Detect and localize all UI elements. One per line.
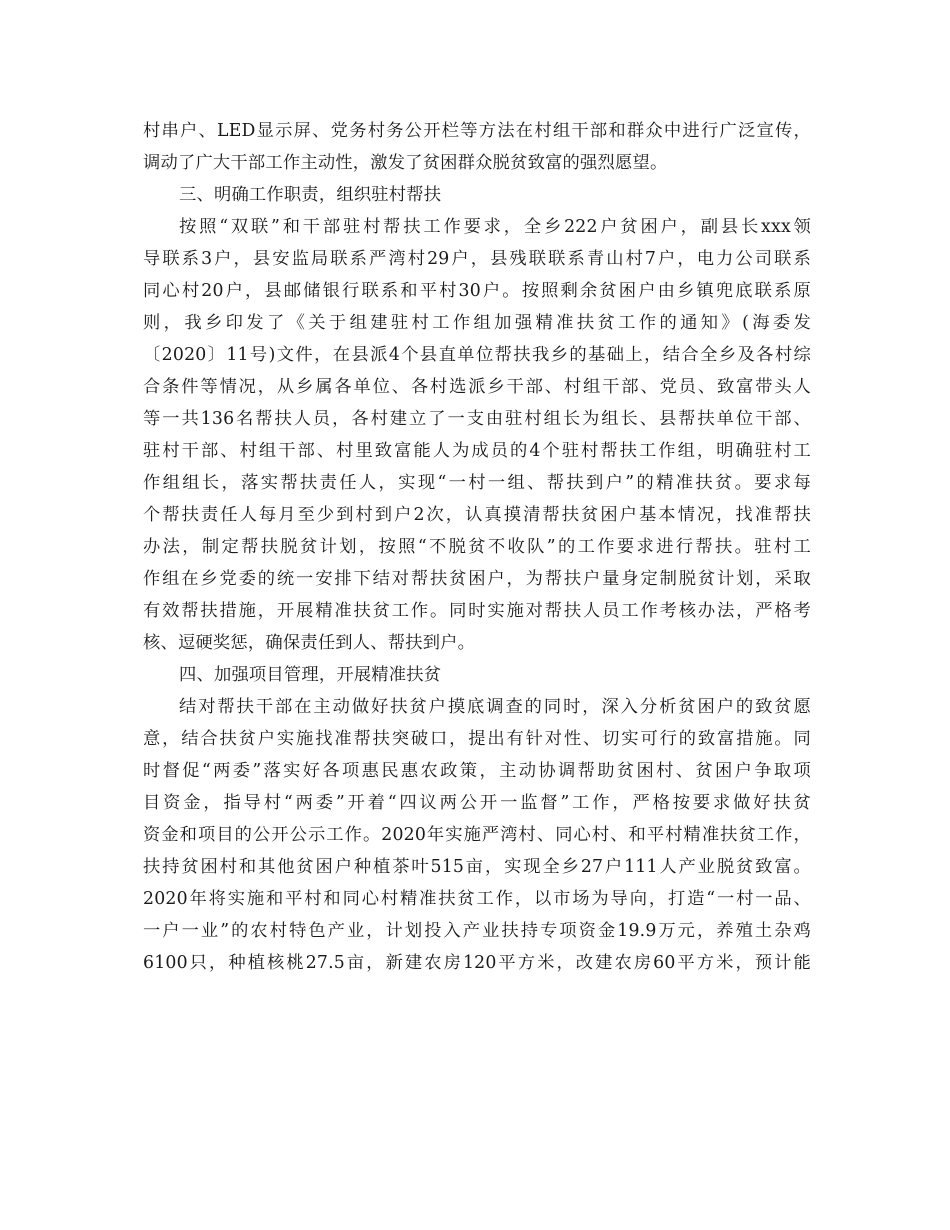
paragraph-line: 办法，制定帮扶脱贫计划，按照“不脱贫不收队”的工作要求进行帮扶。驻村工 (143, 537, 811, 557)
paragraph-line: 核、逗硬奖惩，确保责任到人、帮扶到户。 (143, 633, 476, 653)
paragraph-line: 资金和项目的公开公示工作。2020年实施严湾村、同心村、和平村精准扶贫工作， (143, 825, 811, 845)
paragraph-line: 扶持贫困村和其他贫困户种植茶叶515亩，实现全乡27户111人产业脱贫致富。 (143, 857, 811, 877)
paragraph-line: 导联系3户，县安监局联系严湾村29户，县残联联系青山村7户，电力公司联系 (143, 249, 811, 269)
paragraph-line: 同心村20户，县邮储银行联系和平村30户。按照剩余贫困户由乡镇兜底联系原 (143, 281, 811, 301)
paragraph-line: 则，我乡印发了《关于组建驻村工作组加强精准扶贫工作的通知》(海委发 (143, 313, 811, 333)
paragraph-line: 目资金，指导村“两委”开着“四议两公开一监督”工作，严格按要求做好扶贫 (143, 793, 811, 813)
paragraph-line: 〔2020〕11号)文件，在县派4个县直单位帮扶我乡的基础上，结合全乡及各村综 (143, 345, 811, 365)
paragraph-line: 2020年将实施和平村和同心村精准扶贫工作，以市场为导向，打造“一村一品、 (143, 889, 811, 909)
paragraph-line: 结对帮扶干部在主动做好扶贫户摸底调查的同时，深入分析贫困户的致贫愿 (179, 697, 811, 717)
paragraph-line: 作组组长，落实帮扶责任人，实现“一村一组、帮扶到户”的精准扶贫。要求每 (143, 473, 811, 493)
paragraph-line: 有效帮扶措施，开展精准扶贫工作。同时实施对帮扶人员工作考核办法，严格考 (143, 601, 811, 621)
paragraph-line: 村串户、LED显示屏、党务村务公开栏等方法在村组干部和群众中进行广泛宣传， (143, 121, 811, 141)
paragraph-line: 合条件等情况，从乡属各单位、各村选派乡干部、村组干部、党员、致富带头人 (143, 377, 811, 397)
paragraph-line: 调动了广大干部工作主动性，激发了贫困群众脱贫致富的强烈愿望。 (143, 153, 668, 173)
paragraph-line: 一户一业”的农村特色产业，计划投入产业扶持专项资金19.9万元，养殖土杂鸡 (143, 921, 811, 941)
document-body (143, 115, 811, 979)
paragraph-line: 6100只，种植核桃27.5亩，新建农房120平方米，改建农房60平方米，预计能 (143, 953, 811, 973)
section-heading: 三、明确工作职责，组织驻村帮扶 (179, 185, 442, 205)
paragraph-line: 驻村干部、村组干部、村里致富能人为成员的4个驻村帮扶工作组，明确驻村工 (143, 441, 811, 461)
paragraph-line: 个帮扶责任人每月至少到村到户2次，认真摸清帮扶贫困户基本情况，找准帮扶 (143, 505, 811, 525)
paragraph-line: 时督促“两委”落实好各项惠民惠农政策，主动协调帮助贫困村、贫困户争取项 (143, 761, 811, 781)
paragraph-line: 等一共136名帮扶人员，各村建立了一支由驻村组长为组长、县帮扶单位干部、 (143, 409, 811, 429)
paragraph-line: 作组在乡党委的统一安排下结对帮扶贫困户，为帮扶户量身定制脱贫计划，采取 (143, 569, 811, 589)
paragraph-line: 按照“双联”和干部驻村帮扶工作要求，全乡222户贫困户，副县长xxx领 (179, 217, 811, 237)
section-heading: 四、加强项目管理，开展精准扶贫 (179, 665, 442, 685)
paragraph-line: 意，结合扶贫户实施找准帮扶突破口，提出有针对性、切实可行的致富措施。同 (143, 729, 811, 749)
